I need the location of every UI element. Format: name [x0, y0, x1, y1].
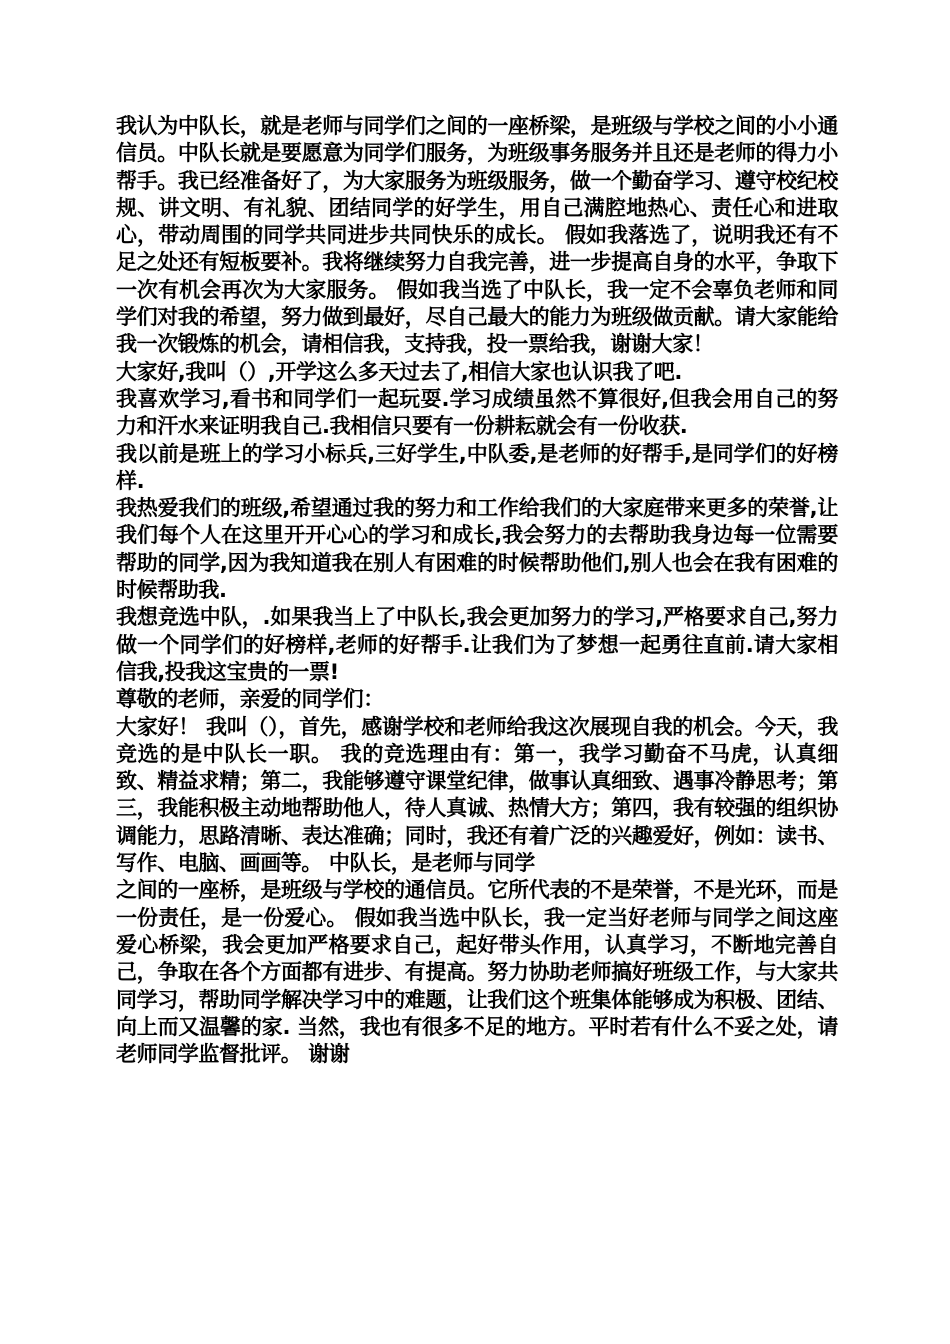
paragraph-3: 我喜欢学习,看书和同学们一起玩耍.学习成绩虽然不算很好,但我会用自己的努力和汗水来证明我自己.我相信只要有一份耕耘就会有一份收获.	[116, 386, 838, 439]
paragraph-6: 我想竞选中队，.如果我当上了中队长,我会更加努力的学习,严格要求自己,努力做一个同学们的好榜样,老师的好帮手.让我们为了梦想一起勇往直前.请大家相信我,投我这宝贵的一票!	[116, 605, 838, 684]
paragraph-8: 大家好！ 我叫（），首先，感谢学校和老师给我这次展现自我的机会。今天，我竞选的是中队长一职。 我的竞选理由有：第一，我学习勤奋不马虎，认真细致、精益求精；第二，我能够遵守课堂纪律，做事认真细致、遇事冷静思考；第三，我能积极主动地帮助他人，待人真诚、热情大方；第四，我有较强的组织协调能力，思路清晰、表达准确；同时，我还有着广泛的兴趣爱好，例如：读书、 写作、电脑、画画等。 中队长，是老师与同学	[116, 714, 838, 876]
paragraph-5: 我热爱我们的班级,希望通过我的努力和工作给我们的大家庭带来更多的荣誉,让我们每个人在这里开开心心的学习和成长,我会努力的去帮助我身边每一位需要帮助的同学,因为我知道我在别人有困难的时候帮助他们,别人也会在我有困难的时候帮助我.	[116, 496, 838, 603]
paragraph-9: 之间的一座桥，是班级与学校的通信员。它所代表的不是荣誉，不是光环，而是一份责任，是一份爱心。 假如我当选中队长，我一定当好老师与同学之间这座爱心桥梁，我会更加严格要求自己，起好带头作用，认真学习，不断地完善自己，争取在各个方面都有进步、有提高。努力协助老师搞好班级工作，与大家共同学习，帮助同学解决学习中的难题，让我们这个班集体能够成为积极、团结、向上而又温馨的家. 当然，我也有很多不足的地方。平时若有什么不妥之处，请老师同学监督批评。 谢谢	[116, 878, 838, 1067]
document-body	[116, 113, 838, 1068]
paragraph-2: 大家好,我叫（）,开学这么多天过去了,相信大家也认识我了吧.	[116, 359, 682, 384]
paragraph-7: 尊敬的老师，亲爱的同学们：	[116, 687, 384, 712]
paragraph-1: 我认为中队长，就是老师与同学们之间的一座桥梁，是班级与学校之间的小小通信员。中队长就是要愿意为同学们服务，为班级事务服务并且还是老师的得力小帮手。我已经准备好了，为大家服务为班级服务，做一个勤奋学习、遵守校纪校规、讲文明、有礼貌、团结同学的好学生，用自己满腔地热心、责任心和进取心，带动周围的同学共同进步共同快乐的成长。 假如我落选了，说明我还有不足之处还有短板要补。我将继续努力自我完善，进一步提高自身的水平，争取下一次有机会再次为大家服务。 假如我当选了中队长，我一定不会辜负老师和同学们对我的希望，努力做到最好，尽自己最大的能力为班级做贡献。请大家能给我一次锻炼的机会，请相信我，支持我，投一票给我，谢谢大家！	[116, 114, 838, 357]
paragraph-4: 我以前是班上的学习小标兵,三好学生,中队委,是老师的好帮手,是同学们的好榜样.	[116, 441, 838, 493]
